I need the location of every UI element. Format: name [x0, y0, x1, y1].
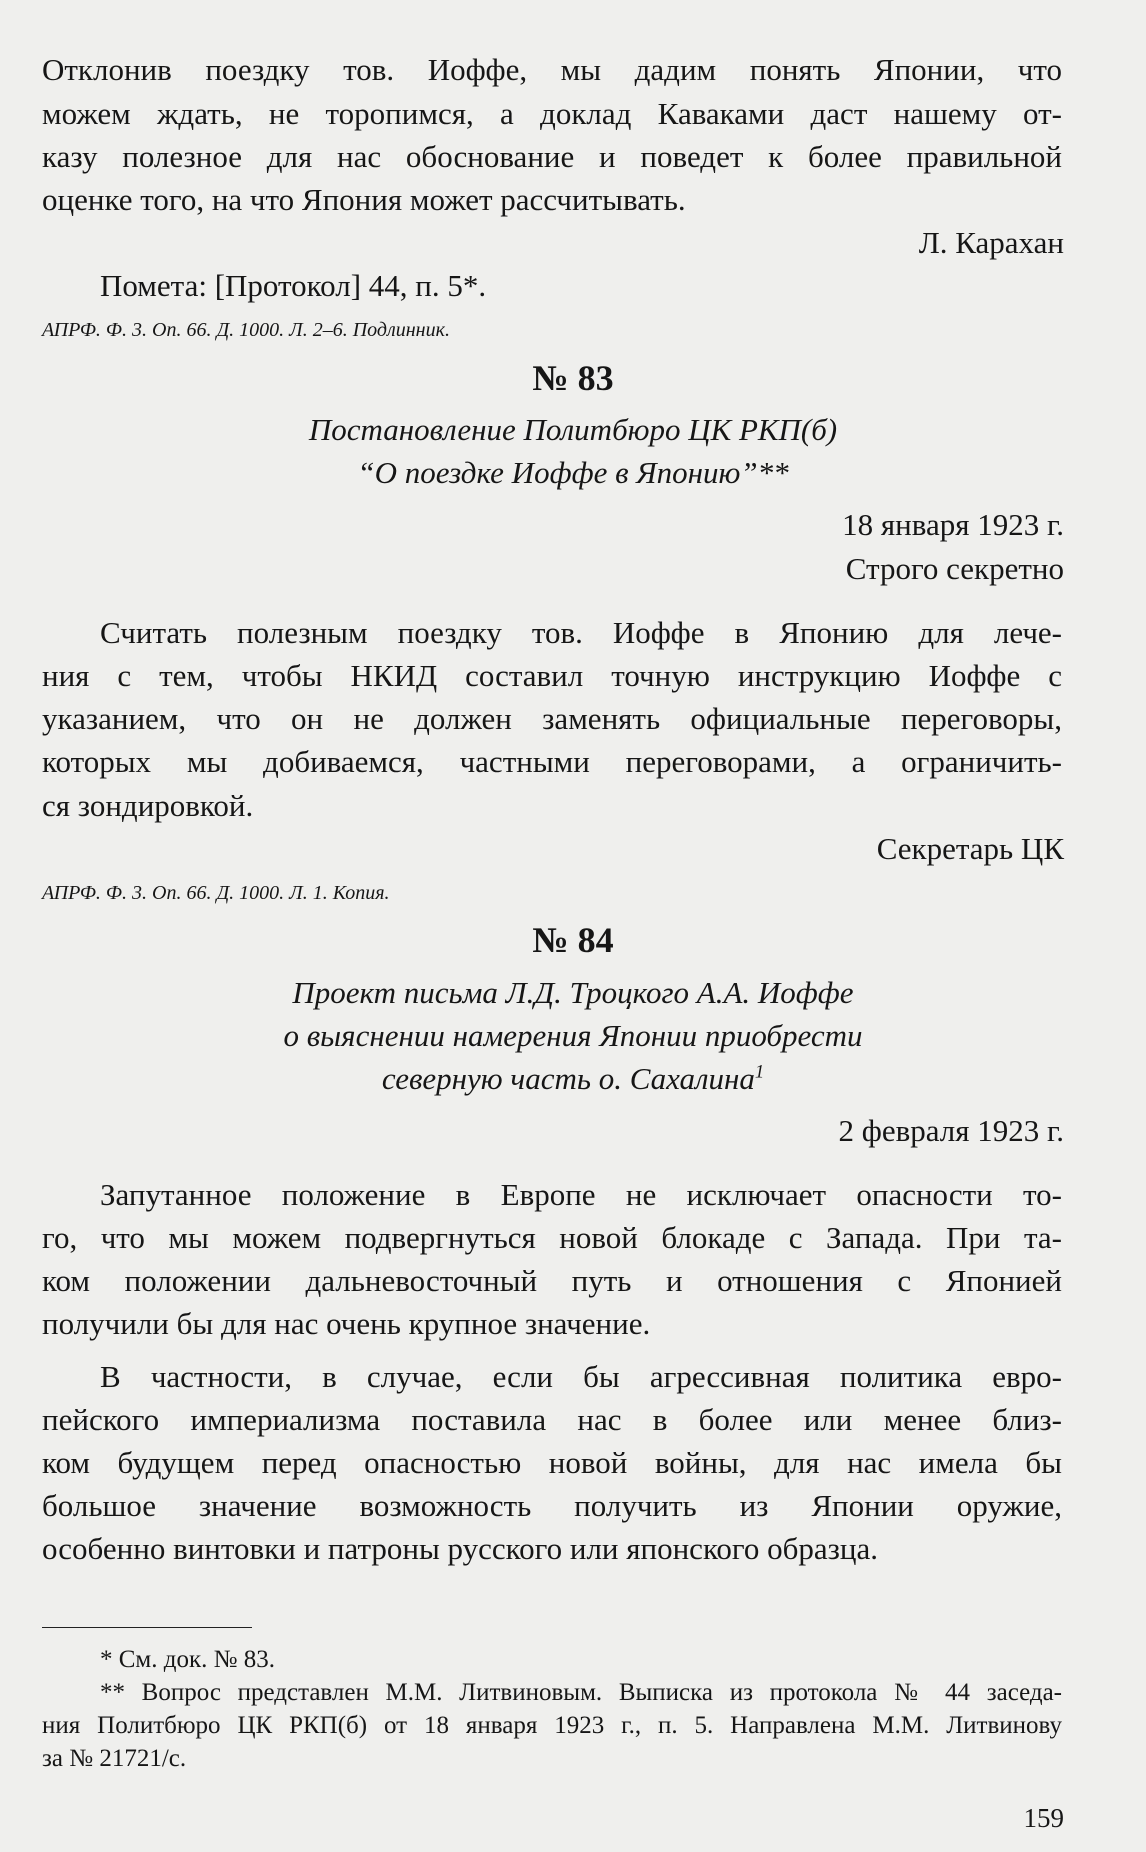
document-number: № 83 — [532, 358, 614, 398]
body-text-line: которых мы добиваемся, частными переговорами, а ограничить- — [42, 744, 1062, 779]
footnote: * См. док. № 83. — [100, 1646, 275, 1673]
document-title: о выяснении намерения Японии приобрести — [283, 1018, 863, 1053]
body-text-line: ком положении дальневосточный путь и отношения с Японией — [42, 1263, 1062, 1298]
archive-reference: АПРФ. Ф. 3. Оп. 66. Д. 1000. Л. 1. Копия. — [42, 882, 390, 904]
annotation-note: Помета: [Протокол] 44, п. 5*. — [100, 268, 487, 303]
body-text-line: оценке того, на что Япония может рассчитывать. — [42, 182, 686, 217]
document-date: 2 февраля 1923 г. — [838, 1113, 1064, 1148]
document-title: “О поездке Иоффе в Японию”** — [357, 455, 789, 490]
body-text-line: ния с тем, чтобы НКИД составил точную инструкцию Иоффе с — [42, 658, 1062, 693]
body-text-line: получили бы для нас очень крупное значение. — [42, 1306, 651, 1341]
footnote: ния Политбюро ЦК РКП(б) от 18 января 1923 г., п. 5. Направлена М.М. Литвинову — [42, 1712, 1062, 1739]
document-number: № 84 — [532, 920, 614, 960]
signature: Л. Карахан — [918, 225, 1064, 260]
body-text-line: Запутанное положение в Европе не исключает опасности то- — [100, 1177, 1062, 1212]
document-date: 18 января 1923 г. — [842, 507, 1064, 542]
body-text-line: го, что мы можем подвергнуться новой блокаде с Запада. При та- — [42, 1220, 1062, 1255]
signature: Секретарь ЦК — [876, 831, 1064, 866]
body-text-line: можем ждать, не торопимся, а доклад Каваками даст нашему от- — [42, 96, 1062, 131]
archive-reference: АПРФ. Ф. 3. Оп. 66. Д. 1000. Л. 2–6. Подлинник. — [42, 319, 450, 341]
footnote: ** Вопрос представлен М.М. Литвиновым. Выписка из протокола № 44 заседа- — [100, 1679, 1062, 1706]
body-text-line: казу полезное для нас обоснование и поведет к более правильной — [42, 139, 1062, 174]
document-title: северную часть о. Сахалина$^1$ — [381, 1061, 765, 1096]
body-text-line: В частности, в случае, если бы агрессивная политика евро- — [100, 1359, 1062, 1394]
body-text-line: пейского империализма поставила нас в более или менее близ- — [42, 1402, 1062, 1437]
body-text-line: особенно винтовки и патроны русского или японского образца. — [42, 1531, 879, 1566]
classification-label: Строго секретно — [845, 551, 1064, 586]
footnote-divider — [42, 1627, 252, 1628]
body-text-line: большое значение возможность получить из Японии оружие, — [42, 1488, 1062, 1523]
footnote: за № 21721/с. — [42, 1745, 187, 1772]
document-title: Проект письма Л.Д. Троцкого А.А. Иоффе — [292, 975, 854, 1010]
body-text-line: Отклонив поездку тов. Иоффе, мы дадим понять Японии, что — [42, 52, 1062, 87]
body-text-line: ком будущем перед опасностью новой войны, для нас имела бы — [42, 1445, 1062, 1480]
page-number: 159 — [1023, 1803, 1064, 1833]
body-text-line: Считать полезным поездку тов. Иоффе в Японию для лече- — [100, 615, 1062, 650]
body-text-line: указанием, что он не должен заменять официальные переговоры, — [42, 701, 1062, 736]
body-text-line: ся зондировкой. — [42, 788, 254, 823]
document-title: Постановление Политбюро ЦК РКП(б) — [308, 412, 838, 447]
footnote-marker: 1 — [754, 1061, 765, 1083]
